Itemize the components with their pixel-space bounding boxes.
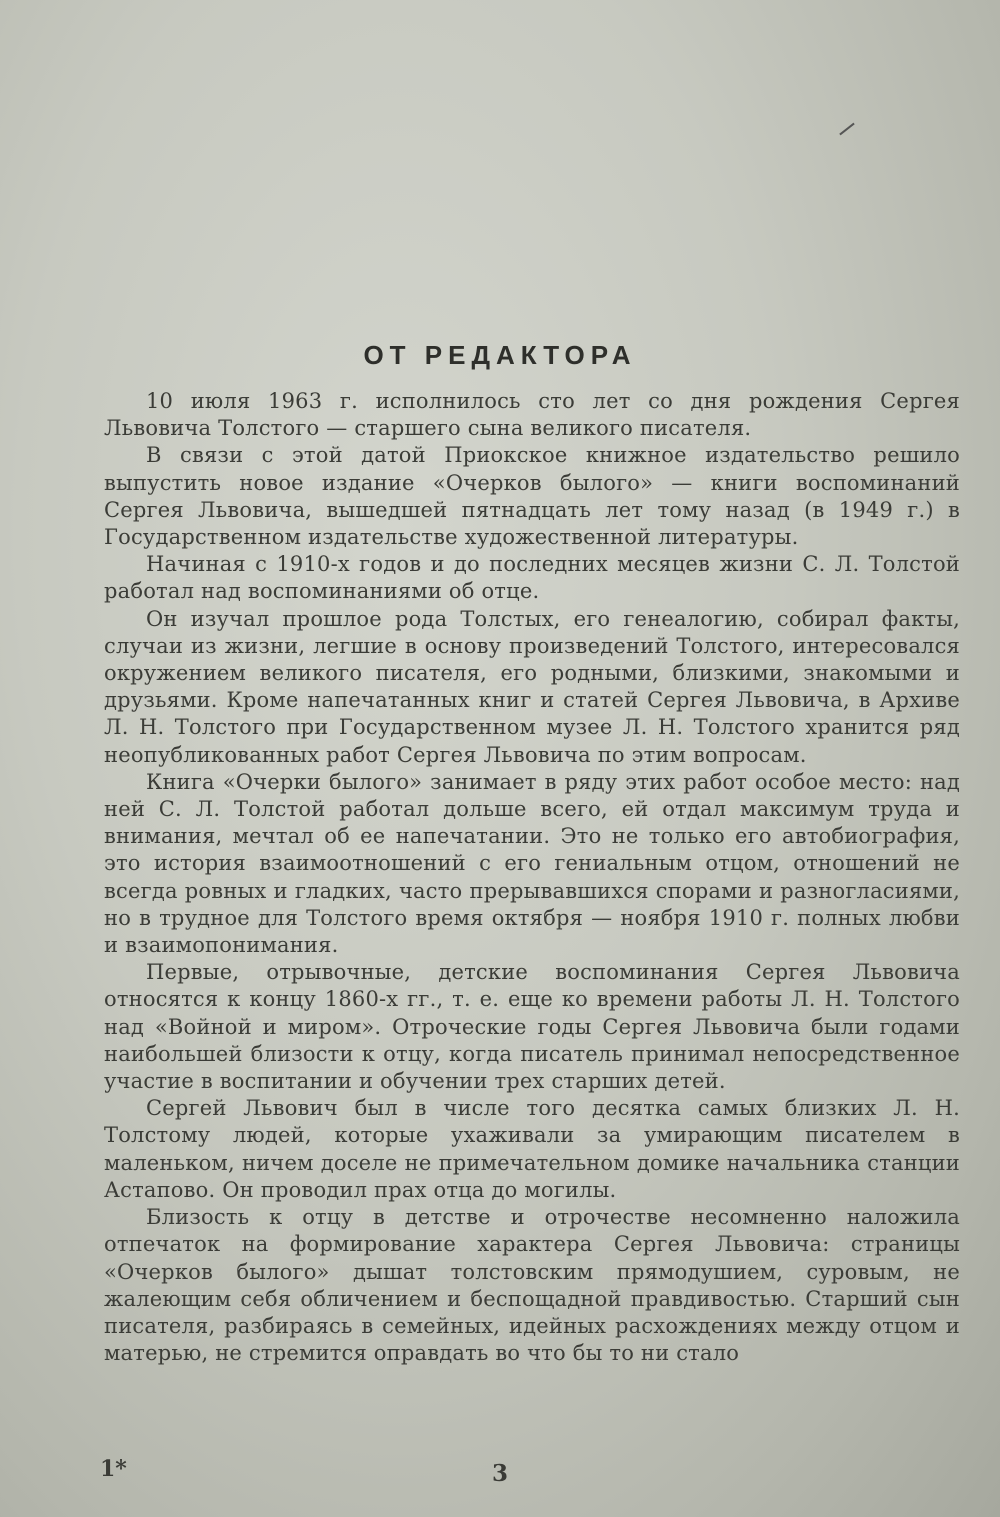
paragraph-5: Книга «Очерки былого» занимает в ряду этих работ особое место: над ней С. Л. Толстой работал дольше всего, ей отдал максимум труда и внимания, мечтал об ее напечатании. Это не только его автобиография, это история взаимоотношений с его гениальным отцом, отношений не всегда ровных и гладких, часто прерывавшихся спорами и разногласиями, но в трудное для Толстого время октября — ноября 1910 г. полных любви и взаимопонимания.: [104, 769, 960, 958]
page-title: ОТ РЕДАКТОРА: [363, 340, 637, 370]
paragraph-7: Сергей Львович был в числе того десятка самых близких Л. Н. Толстому людей, которые ухаживали за умирающим писателем в маленьком, ничем доселе не примечательном домике начальника станции Астапово. Он проводил прах отца до могилы.: [104, 1096, 960, 1202]
pen-mark: [839, 123, 854, 136]
paragraph-4: Он изучал прошлое рода Толстых, его генеалогию, собирал факты, случаи из жизни, легшие в основу произведений Толстого, интересовался окружением великого писателя, его родными, близкими, знакомыми и друзьями. Кроме напечатанных книг и статей Сергея Львовича, в Архиве Л. Н. Толстого при Государственном музее Л. Н. Толстого хранится ряд неопубликованных работ Сергея Львовича по этим вопросам.: [104, 606, 960, 767]
page-number: 3: [491, 1460, 508, 1487]
paragraph-6: Первые, отрывочные, детские воспоминания Сергея Львовича относятся к концу 1860-х гг., т. е. еще ко времени работы Л. Н. Толстого над «Войной и миром». Отроческие годы Сергея Львовича были годами наибольшей близости к отцу, когда писатель принимал непосредственное участие в воспитании и обучении трех старших детей.: [104, 960, 960, 1094]
paragraph-8: Близость к отцу в детстве и отрочестве несомненно наложила отпечаток на формирование характера Сергея Львовича: страницы «Очерков былого» дышат толстовским прямодушием, суровым, не жалеющим себя обличением и беспощадной правдивостью. Старший сын писателя, разбираясь в семейных, идейных расхождениях между отцом и матерью, не стремится оправдать во что бы то ни стало: [104, 1205, 960, 1366]
paragraph-2: В связи с этой датой Приокское книжное издательство решило выпустить новое издание «Очерков былого» — книги воспоминаний Сергея Львовича, вышедшей пятнадцать лет тому назад (в 1949 г.) в Государственном издательстве художественной литературы.: [104, 443, 960, 550]
paragraph-3: Начиная с 1910-х годов и до последних месяцев жизни С. Л. Толстой работал над воспоминаниями об отце.: [104, 552, 960, 604]
signature-mark: 1*: [100, 1456, 127, 1482]
body-text: [104, 388, 960, 1367]
paragraph-1: 10 июля 1963 г. исполнилось сто лет со дня рождения Сергея Львовича Толстого — старшего сына великого писателя.: [104, 389, 960, 441]
